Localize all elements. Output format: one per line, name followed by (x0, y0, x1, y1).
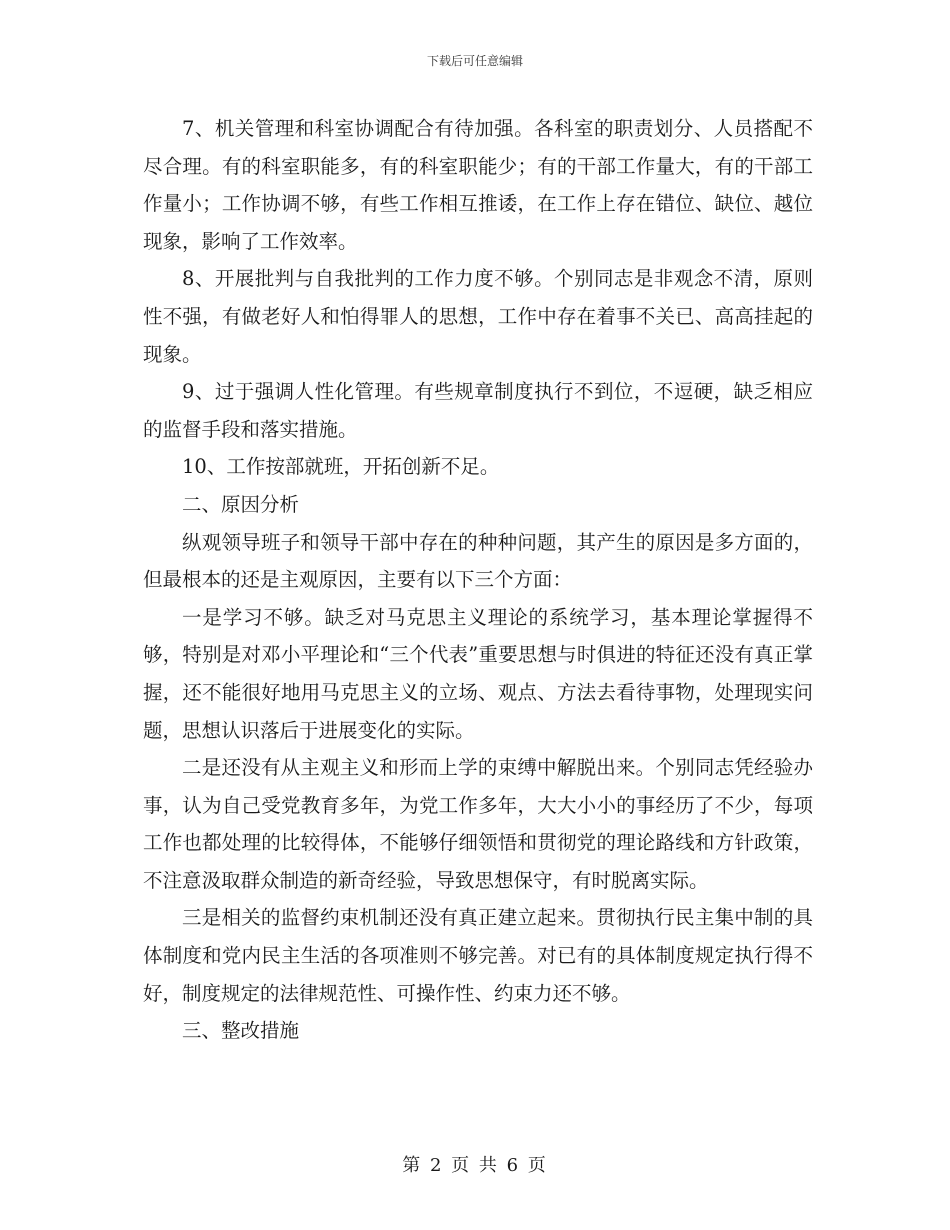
document-body (143, 110, 813, 1050)
paragraph-item-8: 8、开展批判与自我批判的工作力度不够。个别同志是非观念不清，原则性不强，有做老好人和怕得罪人的思想，工作中存在着事不关已、高高挂起的现象。 (143, 267, 813, 366)
paragraph-item-7: 7、机关管理和科室协调配合有待加强。各科室的职责划分、人员搭配不尽合理。有的科室职能多，有的科室职能少；有的干部工作量大，有的干部工作量小；工作协调不够，有些工作相互推诿，在工作上存在错位、缺位、越位现象，影响了工作效率。 (143, 117, 813, 253)
page-header: 下载后可任意编辑 (426, 54, 523, 68)
section-heading-rectification: 三、整改措施 (182, 1019, 300, 1043)
paragraph-item-9: 9、过于强调人性化管理。有些规章制度执行不到位，不逗硬，缺乏相应的监督手段和落实措施。 (143, 380, 813, 441)
paragraph-cause-two: 二是还没有从主观主义和形而上学的束缚中解脱出来。个别同志凭经验办事，认为自己受党教育多年，为党工作多年，大大小小的事经历了不少，每项工作也都处理的比较得体，不能够仔细领悟和贯彻党的理论路线和方针政策，不注意汲取群众制造的新奇经验，导致思想保守，有时脱离实际。 (143, 756, 813, 892)
paragraph-item-10: 10、工作按部就班，开拓创新不足。 (182, 455, 500, 479)
paragraph-cause-intro: 纵观领导班子和领导干部中存在的种种问题，其产生的原因是多方面的，但最根本的还是主观原因，主要有以下三个方面： (143, 530, 813, 592)
paragraph-cause-one: 一是学习不够。缺乏对马克思主义理论的系统学习，基本理论掌握得不够，特别是对邓小平理论和“三个代表”重要思想与时俱进的特征还没有真正掌握，还不能很好地用马克思主义的立场、观点、方法去看待事物，处理现实问题，思想认识落后于进展变化的实际。 (143, 605, 813, 742)
section-heading-cause-analysis: 二、原因分析 (182, 492, 300, 516)
paragraph-cause-three: 三是相关的监督约束机制还没有真正建立起来。贯彻执行民主集中制的具体制度和党内民主生活的各项准则不够完善。对已有的具体制度规定执行得不好，制度规定的法律规范性、可操作性、约束力还不够。 (143, 906, 813, 1005)
page-number: 第 2 页 共 6 页 (402, 1155, 548, 1176)
